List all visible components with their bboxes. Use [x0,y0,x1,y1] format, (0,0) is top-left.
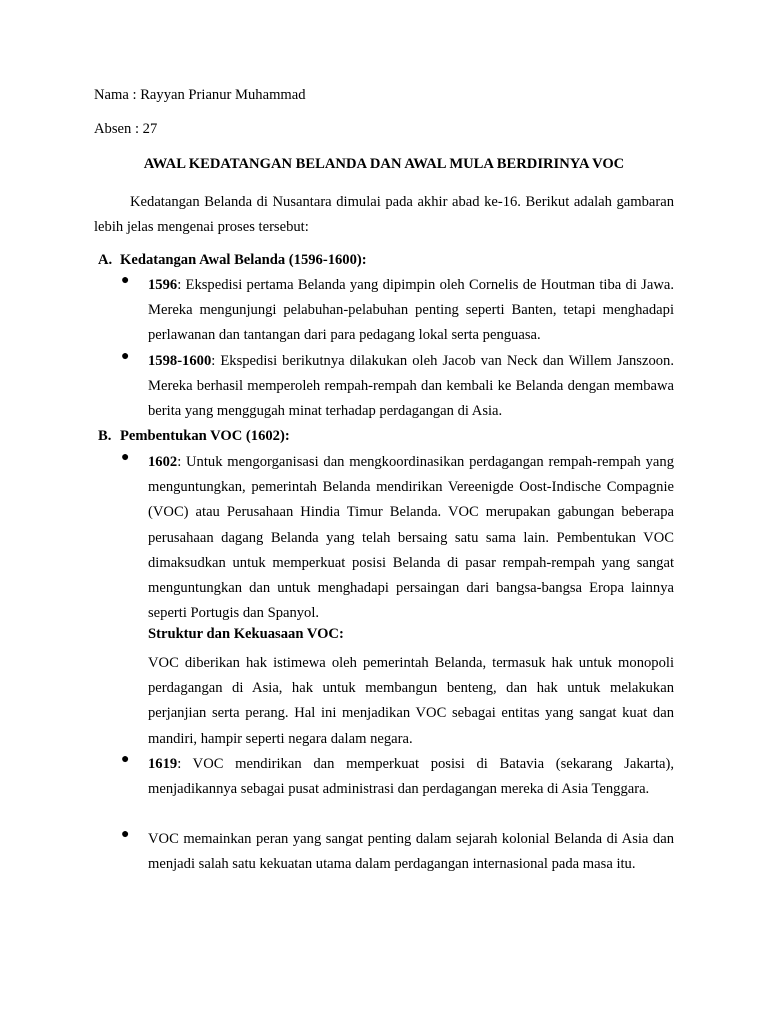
section-title: Kedatangan Awal Belanda (1596-1600): [120,252,367,268]
document-title: AWAL KEDATANGAN BELANDA DAN AWAL MULA BERDIRINYA VOC [143,156,625,172]
subsection-paragraph: VOC diberikan hak istimewa oleh pemerintah Belanda, termasuk hak untuk monopoli perdagangan di Asia, hak untuk membangun benteng, dan hak untuk melakukan perjanjian serta perang. Hal ini menjadikan VOC sebagai entitas yang sangat kuat dan mandiri, hampir seperti negara dalam negara. [148,655,674,747]
subsection-heading: Struktur dan Kekuasaan VOC: [148,626,344,642]
bullet-text: VOC memainkan peran yang sangat penting dalam sejarah kolonial Belanda di Asia dan menjadi salah satu kekuatan utama dalam perdagangan internasional pada masa itu. [148,831,674,873]
student-absen: Absen : 27 [94,121,158,137]
list-item [148,752,674,802]
student-name: Nama : Rayyan Prianur Muhammad [94,87,306,103]
section-letter: A. [98,252,113,268]
bullet-year: 1619 [148,756,178,772]
list-item [148,450,674,626]
bullet-year: 1598-1600 [148,353,212,369]
list-item [148,827,674,877]
section-letter: B. [98,428,112,444]
bullet-text: : Ekspedisi pertama Belanda yang dipimpin oleh Cornelis de Houtman tiba di Jawa. Mereka mengunjungi pelabuhan-pelabuhan penting seperti Banten, tetapi menghadapi perlawanan dan tantangan dari para pedagang lokal serta penguasa. [148,277,674,344]
bullet-icon: ● [121,450,130,465]
list-item [148,349,674,425]
bullet-text: : Ekspedisi berikutnya dilakukan oleh Jacob van Neck dan Willem Janszoon. Mereka berhasil memperoleh rempah-rempah dan kembali ke Belanda dengan membawa berita yang menggugah minat terhadap perdagangan di Asia. [148,353,674,420]
bullet-year: 1596 [148,277,178,293]
section-title: Pembentukan VOC (1602): [120,428,290,444]
list-item [148,273,674,349]
bullet-text: : Untuk mengorganisasi dan mengkoordinasikan perdagangan rempah-rempah yang menguntungkan, pemerintah Belanda mendirikan Vereenigde Oost-Indische Compagnie (VOC) atau Perusahaan Hindia Timur Belanda. VOC merupakan gabungan beberapa perusahaan dagang Belanda yang telah bersaing satu sama lain. Pembentukan VOC dimaksudkan untuk memperkuat posisi Belanda di pasar rempah-rempah yang sangat menguntungkan dan untuk menghadapi persaingan dari bangsa-bangsa Eropa lainnya seperti Portugis dan Spanyol. [148,454,674,622]
bullet-icon: ● [121,827,130,842]
bullet-text: : VOC mendirikan dan memperkuat posisi di Batavia (sekarang Jakarta), menjadikannya sebagai pusat administrasi dan perdagangan mereka di Asia Tenggara. [148,756,674,798]
intro-paragraph: Kedatangan Belanda di Nusantara dimulai pada akhir abad ke-16. Berikut adalah gambaran lebih jelas mengenai proses tersebut: [94,194,674,235]
bullet-year: 1602 [148,454,178,470]
bullet-icon: ● [121,349,130,364]
bullet-icon: ● [121,752,130,767]
section-heading-a [98,252,367,269]
section-heading-b [98,428,290,445]
bullet-icon: ● [121,273,130,288]
